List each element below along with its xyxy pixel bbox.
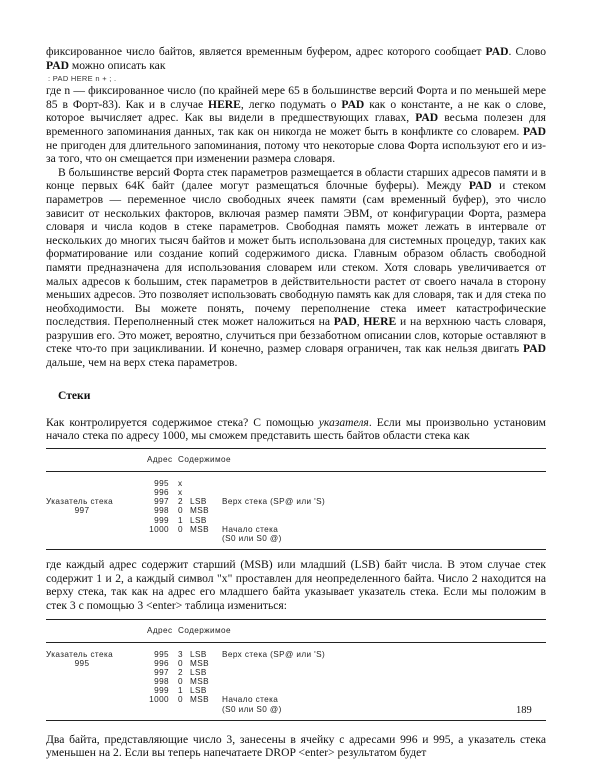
forth-word: PAD xyxy=(468,179,492,193)
stack-table-1 xyxy=(46,448,546,550)
table-row xyxy=(46,705,546,714)
value-cell: 0 xyxy=(178,524,183,534)
note-cell: Верх стека (SP@ или 'S) xyxy=(222,497,326,507)
table-row xyxy=(46,650,546,659)
table-row xyxy=(46,506,546,515)
byte-order-cell: MSB xyxy=(190,695,209,705)
paragraph-drop: Два байта, представляющие число 3, занесены в ячейку с адресами 996 и 995, а указатель стека уменьшен на 2. Если вы теперь напечатаете DROP <enter> результатом будет xyxy=(46,732,546,760)
table-row xyxy=(46,659,546,668)
value-cell: 0 xyxy=(178,695,183,705)
value-cell: x xyxy=(178,488,183,498)
paragraph-stack-memory: В большинстве версий Форта стек параметров размещается в области старших адресов памяти и в конце первых 64К байт (далее могут размещаться блочные буферы). Между PAD и стеком параметров — переменное число свободных ячеек памяти (сам временный буфер), это число зависит от нескольких факторов, включая размер памяти ЭВМ, от конфигурации Форта, размера словаря и числа кодов в стеке параметров. Свободная память может лежать в интервале от нескольких до многих тысяч байтов и может быть использована для системных процедур, таких как форматирование или создание копий содержимого диска. Главным образом область свободной памяти предназначена для использования словарем или стеком. Хотя словарь увеличивается от малых адресов к большим, стек параметров в действительности растет от своего начала в сторону меньших адресов. Это позволяет использовать свободную память как для словаря, так и для стека по необходимости. Вы можете понять, почему переполнение стека имеет катастрофические последствия. Переполненный стек может наложиться на PAD, HERE и на верхнюю часть словаря, разрушив его. Это может, вероятно, случиться при беззаботном описании слов, которые оставляют в стеке что-то при зацикливании. И конечно, размер словаря ограничен, так как нельзя двигать PAD дальше, чем на верх стека параметров. xyxy=(46,165,547,370)
forth-word: PAD xyxy=(415,111,439,125)
book-page xyxy=(46,45,546,760)
address-cell: 995 xyxy=(154,649,169,659)
byte-order-cell: LSB xyxy=(190,667,207,677)
byte-order-cell: LSB xyxy=(190,686,207,696)
byte-order-cell: MSB xyxy=(190,677,209,687)
paragraph-msb-lsb: где каждый адрес содержит старший (MSB) или младший (LSB) байт числа. В этом случае стек содержит 1 и 2, а каждый символ "x" проставлен для неопределенного байта. Число 2 находится на верху стека, так как на адрес его младшего байта указывает указатель стека. Если мы положим в стек 3 с помощью 3 <enter> таблица измениться: xyxy=(46,558,546,612)
paragraph-stack-pointer: Как контролируется содержимое стека? С помощью указателя. Если мы произвольно установим начало стека по адресу 1000, мы сможем представить шесть байтов области стека как xyxy=(46,415,546,443)
forth-word: HERE xyxy=(363,315,397,329)
table-header xyxy=(46,449,546,471)
address-cell: 999 xyxy=(154,686,169,696)
value-cell: 1 xyxy=(178,515,183,525)
note-cell: Начало стека xyxy=(222,695,279,705)
byte-order-cell: MSB xyxy=(190,506,209,516)
value-cell: 0 xyxy=(178,658,183,668)
header-contents: Содержимое xyxy=(178,625,231,635)
pointer-label: Указатель стека xyxy=(46,497,114,507)
byte-order-cell: MSB xyxy=(190,524,209,534)
forth-word: PAD xyxy=(333,315,357,329)
address-cell: 1000 xyxy=(149,524,169,534)
address-cell: 996 xyxy=(154,488,169,498)
byte-order-cell: LSB xyxy=(190,497,207,507)
header-address: Адрес xyxy=(147,454,173,464)
table-row xyxy=(46,479,546,488)
address-cell: 998 xyxy=(154,677,169,687)
table-body xyxy=(46,643,546,720)
value-cell: 1 xyxy=(178,686,183,696)
forth-word: PAD xyxy=(341,97,365,111)
header-contents: Содержимое xyxy=(178,454,231,464)
stack-table-2 xyxy=(46,619,546,721)
address-cell: 998 xyxy=(154,506,169,516)
byte-order-cell: LSB xyxy=(190,649,207,659)
forth-word: HERE xyxy=(208,97,241,111)
table-rule-bottom xyxy=(46,549,546,550)
table-row xyxy=(46,534,546,543)
forth-word: PAD xyxy=(523,124,546,138)
table-header xyxy=(46,620,546,642)
address-cell: 995 xyxy=(154,478,169,488)
value-cell: 0 xyxy=(178,677,183,687)
page-number: 189 xyxy=(516,705,532,716)
table-rule-bottom xyxy=(46,720,546,721)
section-heading-stacks: Стеки xyxy=(58,388,91,402)
address-cell: 1000 xyxy=(149,695,169,705)
table-row xyxy=(46,677,546,686)
note-cell: Верх стека (SP@ или 'S) xyxy=(222,649,326,659)
value-cell: x xyxy=(178,478,183,488)
paragraph-pad-intro: фиксированное число байтов, является временным буфером, адрес которого сообщает PAD. Слово PAD можно описать как xyxy=(46,45,546,72)
paragraph-pad-explanation: где n — фиксированное число (по крайней мере 65 в большинстве версий Форта и по меньшей мере 85 в Форт-83). Как и в случае HERE, легко подумать о PAD как о константе, а не как о слове, которое вычисляет адрес. Как вы видели в предшествующих главах, PAD весьма полезен для временного запоминания данных, так как он никогда не может быть в конфликте со словарем. PAD не пригоден для длительного запоминания, потому что некоторые слова Форта используют его и из-за того, что он смещается при изменении размера словаря. xyxy=(46,84,546,166)
pointer-label: 997 xyxy=(74,506,90,516)
code-pad-definition: : PAD HERE n + ; . xyxy=(48,74,117,84)
forth-word: PAD xyxy=(523,342,546,356)
table-row xyxy=(46,488,546,497)
emphasis: указателя xyxy=(318,415,369,429)
pointer-label: 995 xyxy=(74,658,90,668)
table-row xyxy=(46,686,546,695)
note-cell: (S0 или S0 @) xyxy=(222,704,282,714)
table-row xyxy=(46,516,546,525)
address-cell: 997 xyxy=(154,497,169,507)
note-cell: Начало стека xyxy=(222,524,279,534)
value-cell: 0 xyxy=(178,506,183,516)
table-row xyxy=(46,497,546,506)
table-body xyxy=(46,472,546,549)
header-address: Адрес xyxy=(147,625,173,635)
address-cell: 996 xyxy=(154,658,169,668)
address-cell: 997 xyxy=(154,667,169,677)
forth-word: PAD xyxy=(46,58,69,72)
forth-word: PAD xyxy=(485,45,509,58)
byte-order-cell: LSB xyxy=(190,515,207,525)
table-row xyxy=(46,525,546,534)
byte-order-cell: MSB xyxy=(190,658,209,668)
value-cell: 2 xyxy=(178,667,183,677)
table-row xyxy=(46,668,546,677)
note-cell: (S0 или S0 @) xyxy=(222,533,282,543)
value-cell: 2 xyxy=(178,497,183,507)
table-row xyxy=(46,695,546,704)
address-cell: 999 xyxy=(154,515,169,525)
value-cell: 3 xyxy=(178,649,183,659)
pointer-label: Указатель стека xyxy=(46,649,114,659)
